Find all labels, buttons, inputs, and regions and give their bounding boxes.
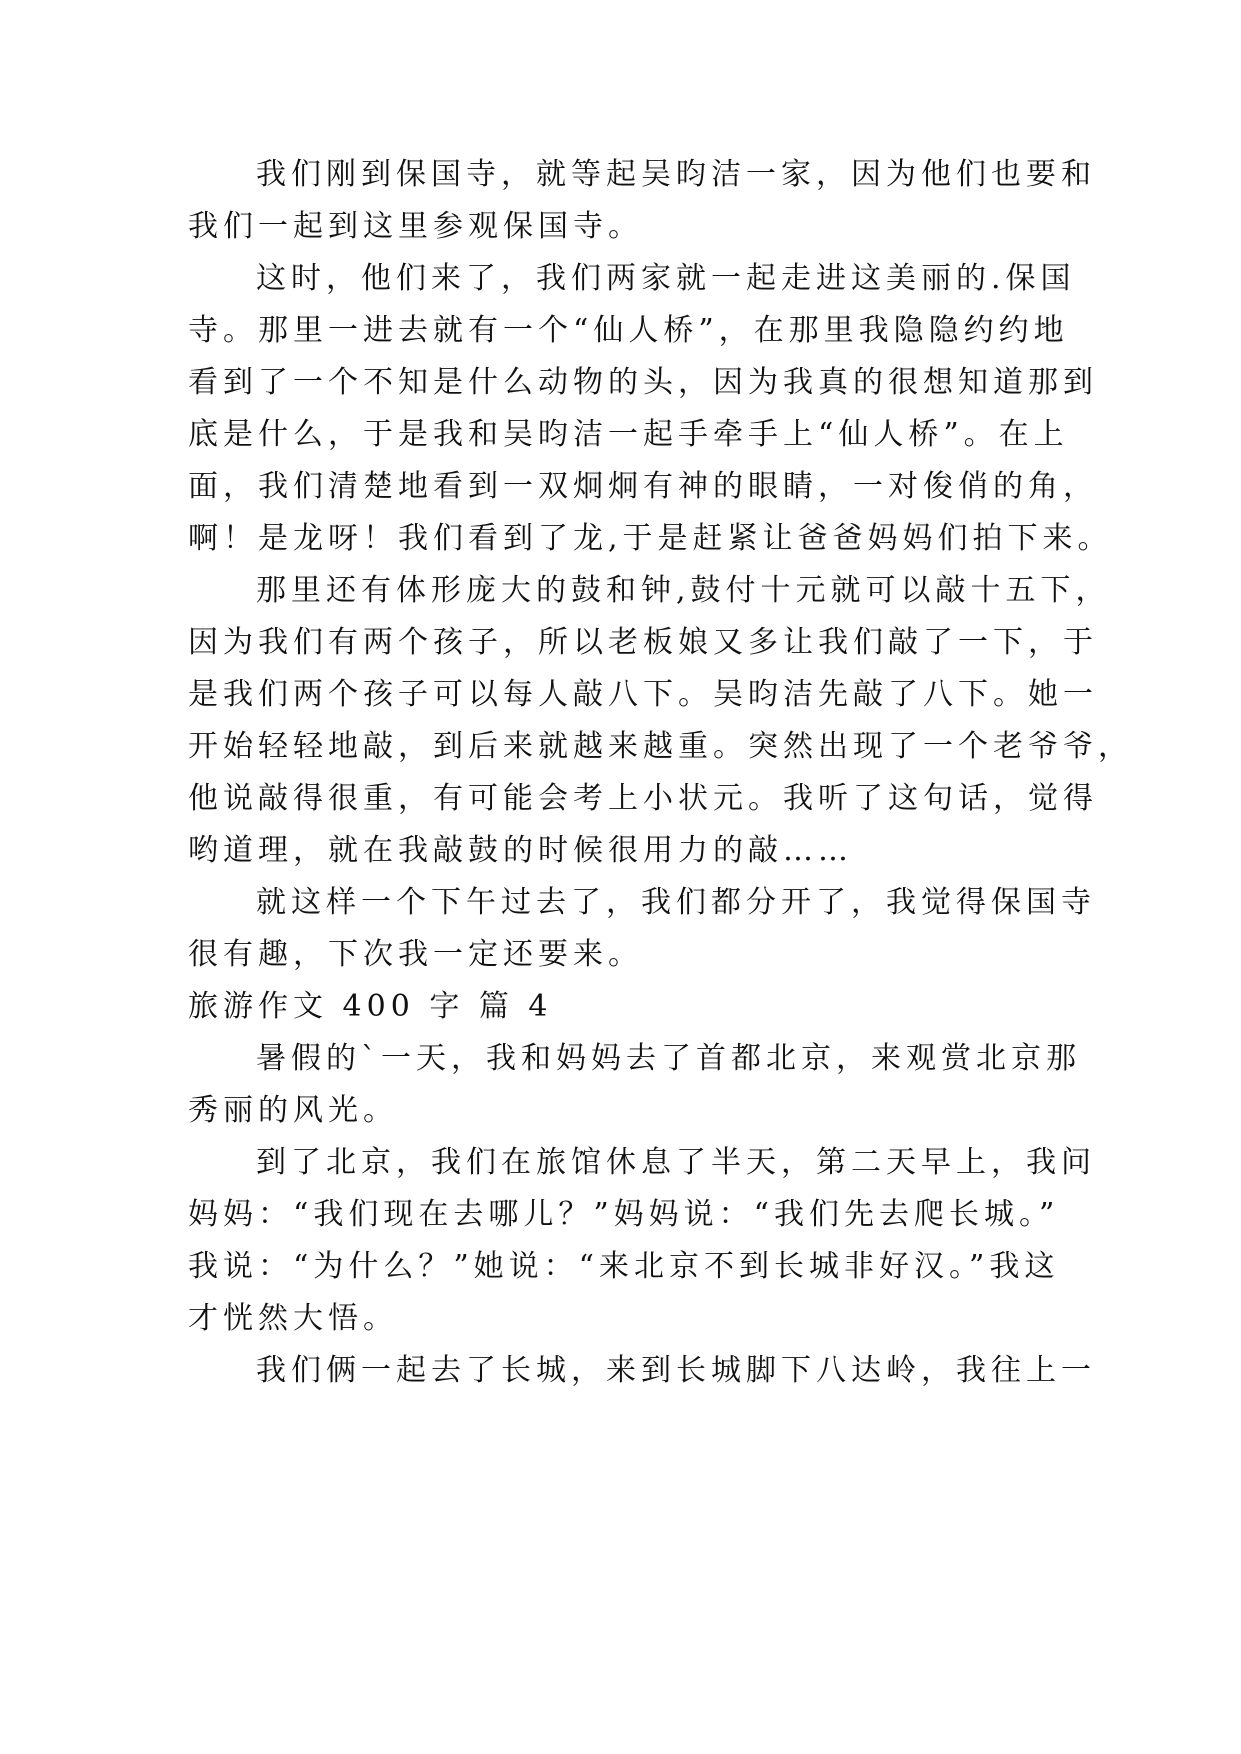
text-line: 他说敲得很重，有可能会考上小状元。我听了这句话，觉得 — [188, 781, 1098, 816]
text-line: 到了北京，我们在旅馆休息了半天，第二天早上，我问 — [256, 1145, 1096, 1180]
text-line: 我说：“为什么？”她说：“来北京不到长城非好汉。”我这 — [188, 1249, 1060, 1284]
text-line: 妈妈：“我们现在去哪儿？”妈妈说：“我们先去爬长城。” — [188, 1197, 1060, 1232]
text-line: 寺。那里一进去就有一个“仙人桥”，在那里我隐隐约约地 — [188, 313, 1069, 348]
text-line: 我们一起到这里参观保国寺。 — [188, 209, 643, 244]
text-line: 开始轻轻地敲，到后来就越来越重。突然出现了一个老爷爷， — [188, 729, 1133, 764]
text-line: 我们刚到保国寺，就等起吴昀洁一家，因为他们也要和 — [256, 157, 1096, 192]
text-line: 这时，他们来了，我们两家就一起走进这美丽的.保国 — [256, 261, 1076, 296]
text-line: 是我们两个孩子可以每人敲八下。吴昀洁先敲了八下。她一 — [188, 677, 1098, 712]
text-line: 因为我们有两个孩子，所以老板娘又多让我们敲了一下，于 — [188, 625, 1098, 660]
text-line: 看到了一个不知是什么动物的头，因为我真的很想知道那到 — [188, 365, 1098, 400]
text-line: 很有趣，下次我一定还要来。 — [188, 937, 643, 972]
text-line: 啊！是龙呀！我们看到了龙,于是赶紧让爸爸妈妈们拍下来。 — [188, 521, 1113, 556]
text-line: 我们俩一起去了长城，来到长城脚下八达岭，我往上一 — [256, 1353, 1096, 1388]
text-line: 暑假的`一天，我和妈妈去了首都北京，来观赏北京那 — [256, 1041, 1081, 1076]
text-line: 那里还有体形庞大的鼓和钟,鼓付十元就可以敲十五下， — [256, 573, 1111, 608]
text-line: 秀丽的风光。 — [188, 1093, 398, 1128]
text-line: 就这样一个下午过去了，我们都分开了，我觉得保国寺 — [256, 885, 1096, 920]
text-line: 才恍然大悟。 — [188, 1301, 398, 1336]
section-heading: 旅游作文 400 字 篇 4 — [188, 989, 553, 1024]
text-line: 底是什么，于是我和吴昀洁一起手牵手上“仙人桥”。在上 — [188, 417, 1069, 452]
text-line: 面，我们清楚地看到一双炯炯有神的眼睛，一对俊俏的角， — [188, 469, 1098, 504]
text-line: 哟道理，就在我敲鼓的时候很用力的敲…… — [188, 833, 853, 868]
